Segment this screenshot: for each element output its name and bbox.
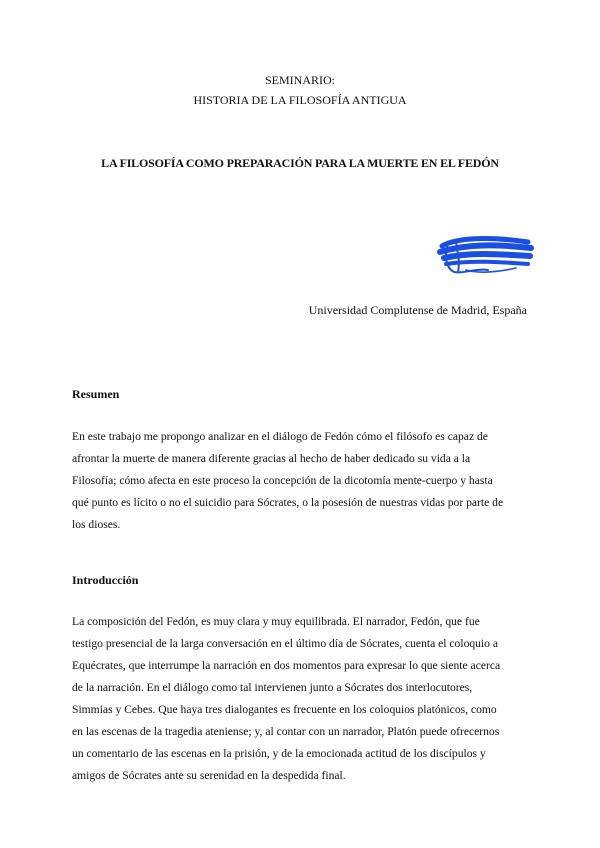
introduction-line: un comentario de las escenas en la prisión, y de la emocionada actitud de los discípulos y (72, 747, 486, 760)
introduction-line: testigo presencial de la larga conversación en el último día de Sócrates, cuenta el coloquio a (72, 637, 499, 650)
course-name: HISTORIA DE LA FILOSOFÍA ANTIGUA (193, 93, 407, 107)
signature-strokes (440, 239, 531, 273)
introduction-line: La composición del Fedón, es muy clara y muy equilibrada. El narrador, Fedón, que fue (72, 615, 480, 628)
introduction-line: de la narración. En el diálogo como tal intervienen junto a Sócrates dos interlocutores, (72, 681, 473, 694)
affiliation: Universidad Complutense de Madrid, España (308, 303, 527, 317)
introduction-line: Simmias y Cebes. Que haya tres dialogantes es frecuente en los coloquios platónicos, como (72, 703, 497, 716)
redacted-signature (436, 234, 534, 278)
introduction-line: amigos de Sócrates ante su serenidad en la despedida final. (72, 769, 346, 782)
abstract-line: Filosofía; cómo afecta en este proceso la concepción de la dicotomía mente-cuerpo y hasta (72, 474, 493, 487)
document-title: LA FILOSOFÍA COMO PREPARACIÓN PARA LA MUERTE EN EL FEDÓN (101, 156, 499, 170)
abstract-line: En este trabajo me propongo analizar en el diálogo de Fedón cómo el filósofo es capaz de (72, 430, 488, 443)
abstract-paragraph (72, 426, 532, 536)
introduction-line: Equécrates, que interrumpe la narración en dos momentos para expresar lo que siente acerca (72, 659, 501, 672)
seminar-label: SEMINARIO: (264, 73, 335, 87)
introduction-heading: Introducción (72, 573, 139, 587)
abstract-line: qué punto es lícito o no el suicidio para Sócrates, o la posesión de nuestras vidas por parte de (72, 496, 504, 509)
signature-stroke-3 (444, 254, 530, 258)
abstract-line: los dioses. (72, 518, 121, 531)
abstract-line: afrontar la muerte de manera diferente gracias al hecho de haber dedicado su vida a la (72, 452, 471, 465)
abstract-heading: Resumen (72, 387, 120, 401)
introduction-line: en las escenas de la tragedia ateniense; y, al contar con un narrador, Platón puede ofrecernos (72, 725, 500, 738)
introduction-paragraph (72, 611, 532, 787)
